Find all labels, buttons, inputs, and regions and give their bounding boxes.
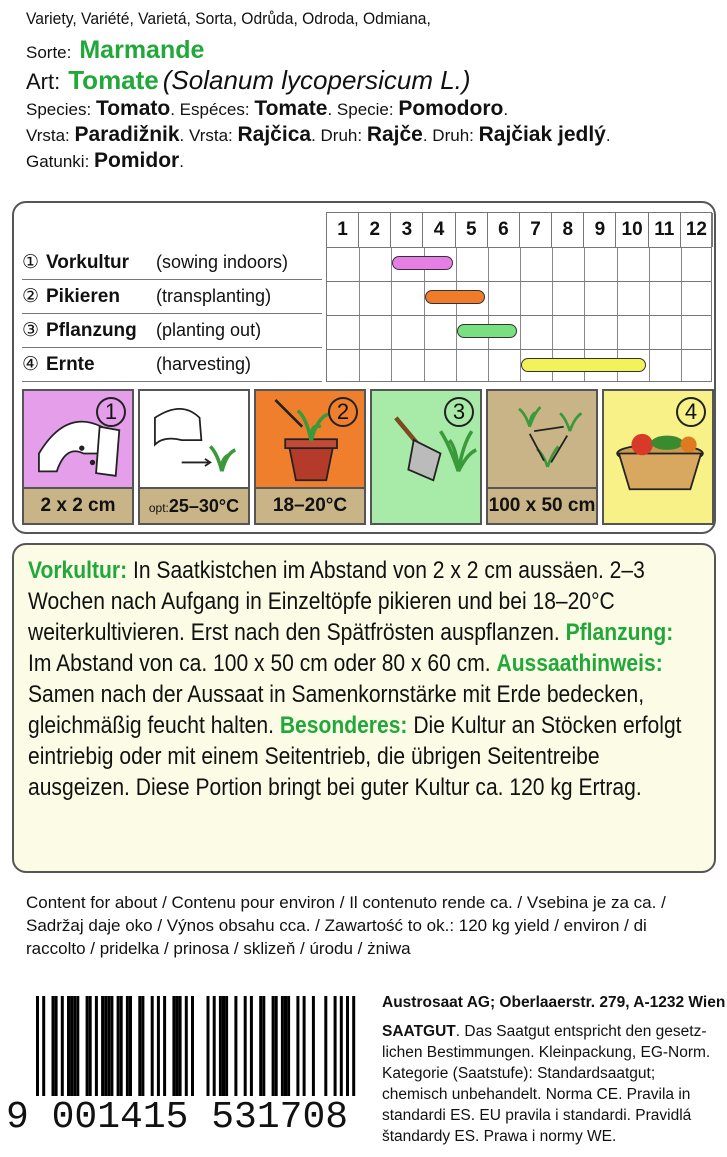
species-lang-label: . Espéces: (170, 100, 255, 119)
barcode-bar (76, 996, 79, 1096)
species-line (26, 148, 716, 174)
step-number: 3 (444, 397, 474, 427)
grid-divider (649, 247, 650, 381)
barcode-bar (36, 996, 39, 1096)
barcode-bar (42, 996, 45, 1096)
month-label: 5 (456, 213, 488, 247)
barcode-bar (262, 996, 265, 1096)
barcode-bar (281, 996, 284, 1096)
species-translation: Paradižnik (74, 123, 180, 146)
species-translation: Rajčica (237, 123, 312, 146)
barcode-bar (234, 996, 237, 1096)
barcode-bar (61, 996, 64, 1096)
species-translations (26, 96, 716, 174)
grid-divider (456, 247, 457, 381)
barcode-bar (151, 996, 154, 1096)
row-activity-de: Pflanzung (46, 319, 137, 341)
barcode-bar (163, 996, 166, 1096)
barcode-bar (296, 996, 299, 1096)
month-label: 1 (327, 213, 359, 247)
barcode-bar (250, 996, 253, 1096)
month-label: 6 (488, 213, 520, 247)
period-bar (392, 256, 452, 270)
barcode-bar (126, 996, 129, 1096)
month-label: 3 (391, 213, 423, 247)
caption-value: 2 x 2 cm (40, 495, 116, 516)
species-lang-label: . (605, 126, 611, 145)
grid-row-line (327, 315, 711, 316)
barcode-bar (244, 996, 247, 1096)
barcode-bar (346, 996, 349, 1096)
species-lang-label: Vrsta: (26, 126, 75, 145)
spacing-plants-icon (488, 391, 598, 491)
month-label: 12 (681, 213, 713, 247)
barcode-bar (138, 996, 141, 1096)
barcode-bar (110, 996, 113, 1096)
sowing-calendar (12, 201, 716, 534)
instruction-heading: Vorkultur: (28, 557, 128, 584)
barcode-bar (129, 996, 132, 1096)
barcode-bar (219, 996, 222, 1096)
opt-label: opt: (148, 501, 169, 515)
species-line (26, 96, 716, 122)
pictogram-caption (24, 487, 132, 523)
barcode-bar (207, 996, 210, 1096)
instructions-text (28, 555, 699, 803)
variety-languages: Variety, Variété, Varietá, Sorta, Odrůda, Odroda, Odmiana, (26, 9, 431, 28)
caption-value: 25–30°C (168, 496, 240, 516)
company-address: Austrosaat AG; Oberlaaerstr. 279, A-1232 Wien (382, 994, 726, 1011)
pictogram-1 (22, 389, 134, 525)
barcode-bar (284, 996, 287, 1096)
barcode-bar (275, 996, 278, 1096)
art-line (26, 65, 716, 96)
pictogram-caption (140, 487, 248, 523)
instruction-heading: Pflanzung: (565, 619, 674, 646)
barcode-bar (89, 996, 92, 1096)
pictogram-6 (602, 389, 714, 525)
species-translation: Tomato (95, 97, 171, 120)
barcode-bar (55, 996, 58, 1096)
row-activity-de: Vorkultur (46, 251, 130, 273)
barcode-bar (95, 996, 98, 1096)
grid-row-line (327, 247, 711, 248)
variety-name: Marmande (79, 36, 205, 64)
species-lang-label: . (503, 100, 509, 119)
species-translation: Pomidor (94, 149, 180, 172)
grid-divider (359, 247, 360, 381)
calendar-row-3 (22, 314, 322, 348)
art-label: Art: (26, 69, 61, 94)
header (26, 8, 716, 174)
barcode-bar (107, 996, 110, 1096)
calendar-row-2 (22, 280, 322, 314)
barcode-bar (52, 996, 55, 1096)
species-lang-label: . (179, 152, 184, 171)
caption-value: 18–20°C (272, 495, 348, 516)
calendar-row-1 (22, 246, 322, 280)
instruction-heading: Aussaathinweis: (496, 650, 663, 677)
species-translation: Rajčiak jedlý (478, 123, 606, 146)
cultivation-instructions (12, 543, 716, 873)
barcode-bar (104, 996, 107, 1096)
barcode-bar (312, 996, 315, 1096)
legal-info (382, 992, 726, 1147)
step-number: 2 (328, 397, 358, 427)
species-line (26, 122, 716, 148)
row-activity-en: (sowing indoors) (156, 252, 289, 272)
barcode-bar (179, 996, 182, 1096)
instruction-text: Samen nach der Aussaat in Samenkornstärke mit Erde bedecken, gleichmäßig feucht halten. (28, 681, 645, 739)
row-number: ② (22, 286, 40, 307)
month-grid (326, 212, 712, 382)
grid-row-line (327, 349, 711, 350)
barcode-bar (287, 996, 290, 1096)
barcode-bar (70, 996, 73, 1096)
barcode-digits: 9 001415 531708 (6, 1096, 349, 1139)
barcode-bar (86, 996, 89, 1096)
month-label: 8 (552, 213, 584, 247)
caption-value: 100 x 50 cm (488, 495, 596, 516)
species-translation: Tomate (254, 97, 328, 120)
grid-divider (488, 247, 489, 381)
pictogram-caption (488, 487, 596, 523)
species-lang-label: Species: (26, 100, 96, 119)
month-label: 11 (649, 213, 681, 247)
legal-text (382, 1021, 720, 1147)
species-lang-label: . Druh: (311, 126, 367, 145)
grid-divider (391, 247, 392, 381)
species-lang-label: . Vrsta: (179, 126, 238, 145)
barcode-bar (303, 996, 306, 1096)
barcode-bar (185, 996, 188, 1096)
barcode-bar (101, 996, 104, 1096)
barcode-bar (172, 996, 175, 1096)
barcode-bar (259, 996, 262, 1096)
grid-row-line (327, 281, 711, 282)
row-activity-en: (transplanting) (156, 286, 272, 306)
barcode-bar (222, 996, 225, 1096)
step-number: 1 (96, 397, 126, 427)
barcode-bar (352, 996, 355, 1096)
barcode-bar (73, 996, 76, 1096)
instruction-text: Die Kultur an Stöcken erfolgt eintriebig oder mit einem Seitentrieb, die übrigen Seitentreibe ausgeizen. Diese Portion bringt bei guter Kultur ca. 120 kg Ertrag. (28, 712, 682, 801)
seedling-icon (140, 391, 250, 491)
saatgut-label: SAATGUT (382, 1023, 456, 1040)
barcode-bar (225, 996, 228, 1096)
species-name: Tomate (68, 65, 159, 95)
row-activity-en: (planting out) (156, 320, 262, 340)
species-lang-label: Gatunki: (26, 152, 95, 171)
instruction-text: Im Abstand von ca. 100 x 50 cm oder 80 x 60 cm. (28, 650, 497, 677)
legal-body: . Das Saatgut entspricht den gesetzlichen Bestimmungen. Kleinpackung, EG-Norm. Kategorie (Saatstufe): Standardsaatgut; chemisch unbehandelt. Norma CE. Pravila in standardi ES. EU pravila i standardi. Pravidlá štandardy ES. Prawa i normy WE. (382, 1023, 711, 1145)
scientific-name: (Solanum lycopersicum L.) (162, 65, 471, 95)
barcode-bar (213, 996, 216, 1096)
grid-divider (681, 247, 682, 381)
row-activity-de: Pikieren (46, 285, 120, 307)
period-bar (425, 290, 485, 304)
row-number: ① (22, 252, 40, 273)
barcode-bar (191, 996, 194, 1096)
pictogram-caption (256, 487, 364, 523)
content-yield: Content for about / Contenu pour environ / Il contenuto rende ca. / Vsebina je za ca. / Sadržaj daje oko / Výnos obsahu cca. / Zawartość to ok.: 120 kg yield / environ / di raccolto / pridelka / prinosa / sklizeň / úrodu / żniwa (26, 893, 666, 958)
month-label: 10 (617, 213, 649, 247)
row-number: ③ (22, 320, 40, 341)
species-lang-label: . Specie: (327, 100, 399, 119)
row-activity-en: (harvesting) (156, 354, 252, 374)
species-lang-label: . Druh: (422, 126, 479, 145)
species-translation: Pomodoro (398, 97, 504, 120)
row-activity-de: Ernte (46, 353, 95, 375)
period-bar (521, 358, 646, 372)
pictogram-5 (486, 389, 598, 525)
calendar-row-4 (22, 348, 322, 382)
barcode-bar (176, 996, 179, 1096)
barcode-bar (120, 996, 123, 1096)
barcode-bar (272, 996, 275, 1096)
barcode-bar (157, 996, 160, 1096)
barcode-bar (324, 996, 327, 1096)
barcode-bar (340, 996, 343, 1096)
barcode-bar (117, 996, 120, 1096)
species-translation: Rajče (366, 123, 423, 146)
instruction-text: In Saatkistchen im Abstand von 2 x 2 cm aussäen. 2–3 Wochen nach Aufgang in Einzeltöpfe pikieren und bei 18–20°C weiterkultivieren. Erst nach den Spätfrösten auspflanzen. (28, 557, 645, 646)
row-number: ④ (22, 354, 40, 375)
month-label: 4 (424, 213, 456, 247)
period-bar (457, 324, 517, 338)
barcode-bars (6, 996, 368, 1096)
barcode (6, 996, 368, 1144)
pictogram-3 (254, 389, 366, 525)
sorte-line (26, 36, 716, 65)
pictogram-4 (370, 389, 482, 525)
month-label: 9 (584, 213, 616, 247)
barcode-bar (141, 996, 144, 1096)
instruction-heading: Besonderes: (279, 712, 408, 739)
sorte-label: Sorte: (26, 43, 72, 62)
month-label: 2 (359, 213, 391, 247)
pictogram-2 (138, 389, 250, 525)
barcode-bar (67, 996, 70, 1096)
step-number: 4 (676, 397, 706, 427)
month-label: 7 (520, 213, 552, 247)
barcode-bar (334, 996, 337, 1096)
